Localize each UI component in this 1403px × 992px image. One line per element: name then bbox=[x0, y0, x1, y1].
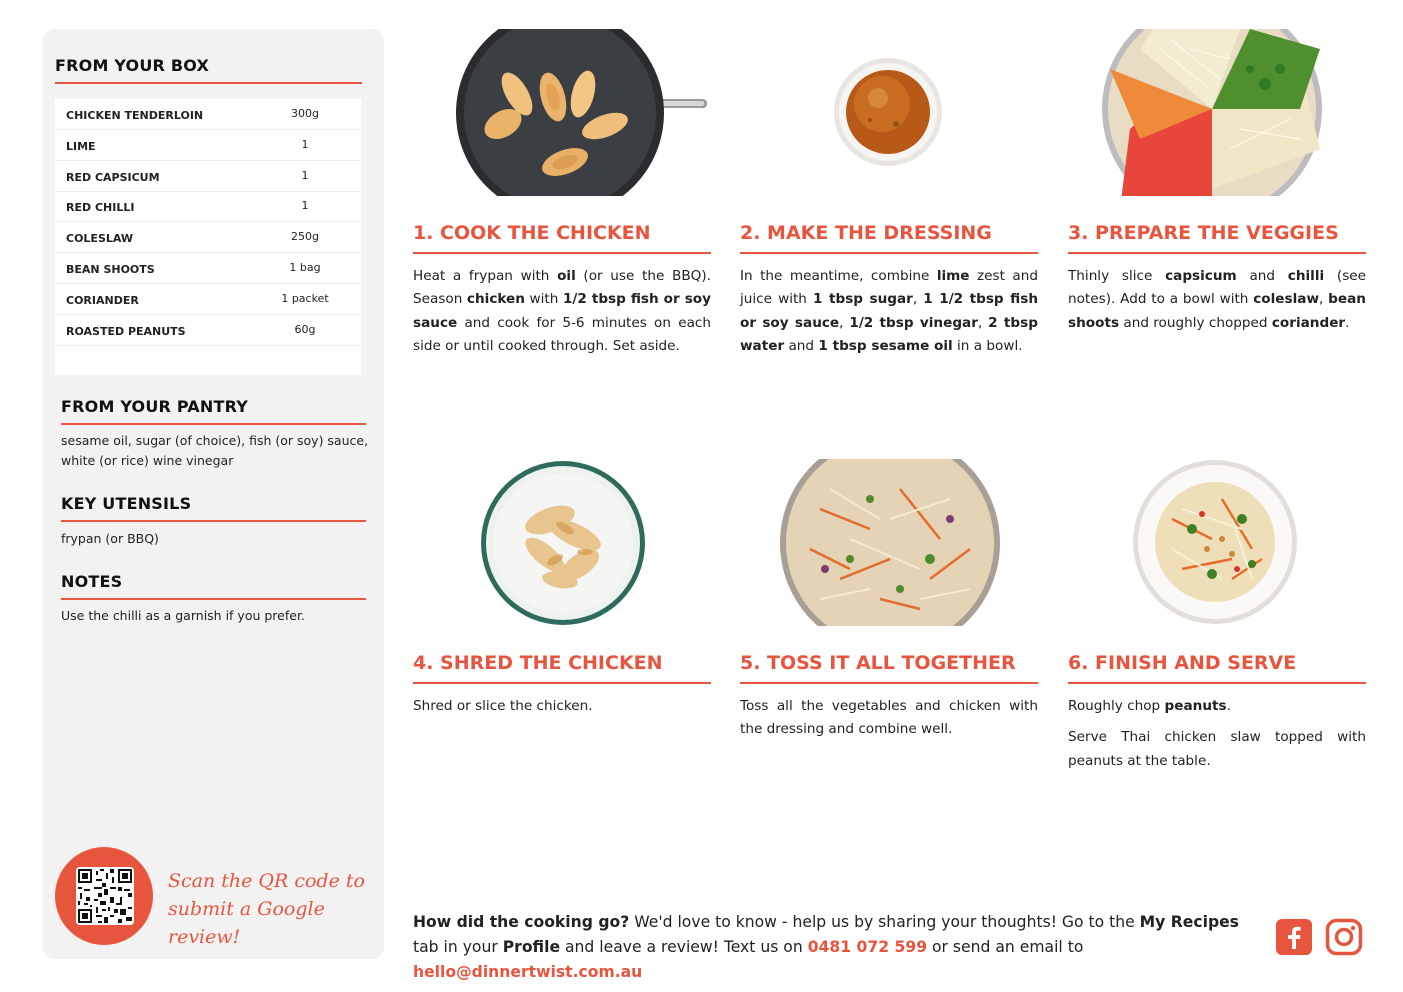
step-text: , bbox=[1319, 291, 1329, 308]
step-text: zest and juice with bbox=[740, 268, 1038, 308]
step-text: , bbox=[912, 291, 924, 308]
step-text: and roughly chopped bbox=[1119, 314, 1272, 331]
step-title: 6. FINISH AND SERVE bbox=[1068, 652, 1297, 674]
ingredient-name: BEAN SHOOTS bbox=[66, 263, 155, 276]
step-paragraph bbox=[1068, 695, 1366, 718]
step-instructions bbox=[740, 695, 1038, 742]
step-text: . bbox=[1226, 698, 1231, 714]
tossed-slaw-photo bbox=[780, 459, 1000, 627]
pantry-title-rule bbox=[61, 423, 366, 425]
step-paragraph bbox=[413, 695, 711, 718]
ingredient-row bbox=[55, 130, 361, 161]
shredded-chicken-photo bbox=[480, 460, 646, 626]
ingredient-name: LIME bbox=[66, 139, 96, 153]
step-text: Thinly slice bbox=[1068, 268, 1166, 284]
finished-plate-photo bbox=[1132, 459, 1298, 625]
ingredients-table bbox=[55, 99, 361, 375]
ingredient-qty: 250g bbox=[291, 230, 319, 244]
ingredient-name: RED CAPSICUM bbox=[66, 170, 160, 184]
step-ingredient-highlight: 2 tbsp water bbox=[740, 314, 1038, 355]
step-ingredient-highlight: bean shoots bbox=[1068, 291, 1366, 331]
ingredient-row bbox=[55, 315, 361, 346]
ingredient-name: CHICKEN TENDERLOIN bbox=[66, 109, 204, 122]
step-text: . bbox=[1345, 314, 1350, 331]
pantry-text: sesame oil, sugar (of choice), fish (or soy) sauce, white (or rice) wine vinegar bbox=[61, 433, 369, 468]
step-text: and cook for 5-6 minutes on each side or until cooked through. Set aside. bbox=[413, 314, 711, 355]
qr-review-prompt: Scan the QR code to submit a Google review! bbox=[168, 870, 365, 948]
ingredient-row bbox=[55, 284, 361, 315]
phone-link[interactable]: 0481 072 599 bbox=[807, 938, 928, 956]
from-your-pantry-title: FROM YOUR PANTRY bbox=[61, 397, 249, 416]
step-paragraph bbox=[1068, 726, 1366, 773]
step-ingredient-highlight: 1 1/2 tbsp fish or soy sauce bbox=[740, 291, 1038, 331]
ingredient-qty: 1 bbox=[301, 168, 309, 182]
review-footer bbox=[413, 910, 1263, 985]
step-text: , bbox=[977, 314, 989, 331]
step-ingredient-highlight: 1 tbsp sesame oil bbox=[818, 338, 953, 355]
step-title-rule bbox=[1068, 682, 1366, 684]
ingredient-row bbox=[55, 191, 361, 222]
step-ingredient-highlight: coriander bbox=[1271, 314, 1346, 331]
ingredient-qty: 1 bag bbox=[289, 261, 321, 274]
notes-title: NOTES bbox=[61, 572, 123, 591]
step-title: 4. SHRED THE CHICKEN bbox=[413, 652, 663, 674]
step-paragraph bbox=[413, 265, 711, 359]
step-title-rule bbox=[740, 682, 1038, 684]
step-title: 5. TOSS IT ALL TOGETHER bbox=[740, 652, 1016, 674]
ingredient-name: RED CHILLI bbox=[66, 201, 135, 215]
step-paragraph bbox=[740, 265, 1038, 359]
ingredient-qty: 1 bbox=[301, 137, 309, 151]
step-title-rule bbox=[740, 252, 1038, 254]
step-text: In the meantime, combine bbox=[740, 268, 937, 284]
ingredient-row bbox=[55, 253, 361, 284]
step-paragraph bbox=[740, 695, 1038, 742]
ingredient-qty: 60g bbox=[294, 322, 316, 336]
step-ingredient-highlight: oil bbox=[557, 268, 576, 284]
utensils-title-rule bbox=[61, 520, 366, 522]
step-ingredient-highlight: coleslaw bbox=[1253, 291, 1320, 308]
step-title: 1. COOK THE CHICKEN bbox=[413, 222, 651, 244]
ingredient-row bbox=[55, 161, 361, 192]
footer-text: and leave a review! Text us on bbox=[560, 938, 808, 956]
step-title-rule bbox=[413, 252, 711, 254]
step-instructions bbox=[1068, 265, 1366, 335]
step-instructions bbox=[1068, 695, 1366, 773]
step-text: , bbox=[839, 314, 850, 331]
step-text: Toss all the vegetables and chicken with the dressing and combine well. bbox=[740, 698, 1038, 738]
step-ingredient-highlight: lime bbox=[936, 268, 970, 284]
dressing-bowl-photo bbox=[830, 56, 946, 168]
step-title: 3. PREPARE THE VEGGIES bbox=[1068, 222, 1339, 244]
ingredient-name: ROASTED PEANUTS bbox=[66, 324, 186, 338]
footer-text: Profile bbox=[502, 938, 561, 956]
step-text: (see notes). Add to a bowl with bbox=[1068, 268, 1367, 308]
step-text: in a bowl. bbox=[952, 338, 1023, 355]
footer-text: How did the cooking go? bbox=[413, 913, 630, 931]
step-title: 2. MAKE THE DRESSING bbox=[740, 222, 992, 244]
step-text: Shred or slice the chicken. bbox=[413, 698, 593, 714]
ingredient-name: COLESLAW bbox=[66, 232, 134, 246]
step-text: and bbox=[1236, 268, 1288, 284]
cook-chicken-photo bbox=[455, 29, 710, 197]
from-your-box-title: FROM YOUR BOX bbox=[55, 56, 210, 75]
qr-code[interactable] bbox=[76, 867, 134, 925]
notes-title-rule bbox=[61, 598, 366, 600]
step-text: with bbox=[524, 291, 563, 308]
key-utensils-title: KEY UTENSILS bbox=[61, 494, 192, 513]
box-title-rule bbox=[55, 82, 362, 84]
veggies-bowl-photo bbox=[1100, 29, 1324, 197]
footer-text: We'd love to know - help us by sharing your thoughts! Go to the bbox=[629, 913, 1140, 931]
ingredient-qty: 1 packet bbox=[281, 291, 329, 305]
step-ingredient-highlight: chilli bbox=[1287, 268, 1325, 284]
step-text: Roughly chop bbox=[1068, 698, 1165, 714]
step-ingredient-highlight: capsicum bbox=[1165, 268, 1237, 284]
step-title-rule bbox=[1068, 252, 1366, 254]
sidebar bbox=[43, 29, 384, 959]
email-link[interactable]: hello@dinnertwist.com.au bbox=[413, 963, 643, 981]
facebook-icon[interactable] bbox=[1275, 918, 1313, 956]
step-ingredient-highlight: 1 tbsp sugar bbox=[813, 291, 913, 308]
ingredient-row bbox=[55, 222, 361, 253]
ingredient-qty: 300g bbox=[291, 107, 319, 120]
utensils-text: frypan (or BBQ) bbox=[61, 531, 159, 546]
footer-text: or send an email to bbox=[927, 938, 1084, 956]
step-text: (or use the BBQ). Season bbox=[413, 268, 711, 308]
ingredient-name: CORIANDER bbox=[66, 293, 139, 307]
step-ingredient-highlight: peanuts bbox=[1164, 698, 1227, 714]
instagram-icon[interactable] bbox=[1325, 918, 1363, 956]
step-instructions bbox=[740, 265, 1038, 359]
step-paragraph bbox=[1068, 265, 1366, 335]
step-instructions bbox=[413, 695, 711, 718]
step-ingredient-highlight: chicken bbox=[466, 291, 525, 308]
step-ingredient-highlight: 1/2 tbsp fish or soy sauce bbox=[413, 291, 712, 331]
footer-text: My Recipes bbox=[1139, 913, 1239, 931]
step-title-rule bbox=[413, 682, 711, 684]
step-instructions bbox=[413, 265, 711, 359]
step-text: Serve Thai chicken slaw topped with peanuts at the table. bbox=[1068, 729, 1366, 769]
qr-badge bbox=[55, 847, 153, 945]
ingredient-row bbox=[55, 99, 361, 130]
step-ingredient-highlight: 1/2 tbsp vinegar bbox=[849, 314, 978, 331]
footer-text: tab in your bbox=[413, 938, 503, 956]
step-text: Heat a frypan with bbox=[413, 268, 558, 284]
notes-text: Use the chilli as a garnish if you prefer. bbox=[61, 608, 305, 623]
step-text: and bbox=[784, 338, 819, 355]
ingredient-qty: 1 bbox=[301, 199, 309, 213]
